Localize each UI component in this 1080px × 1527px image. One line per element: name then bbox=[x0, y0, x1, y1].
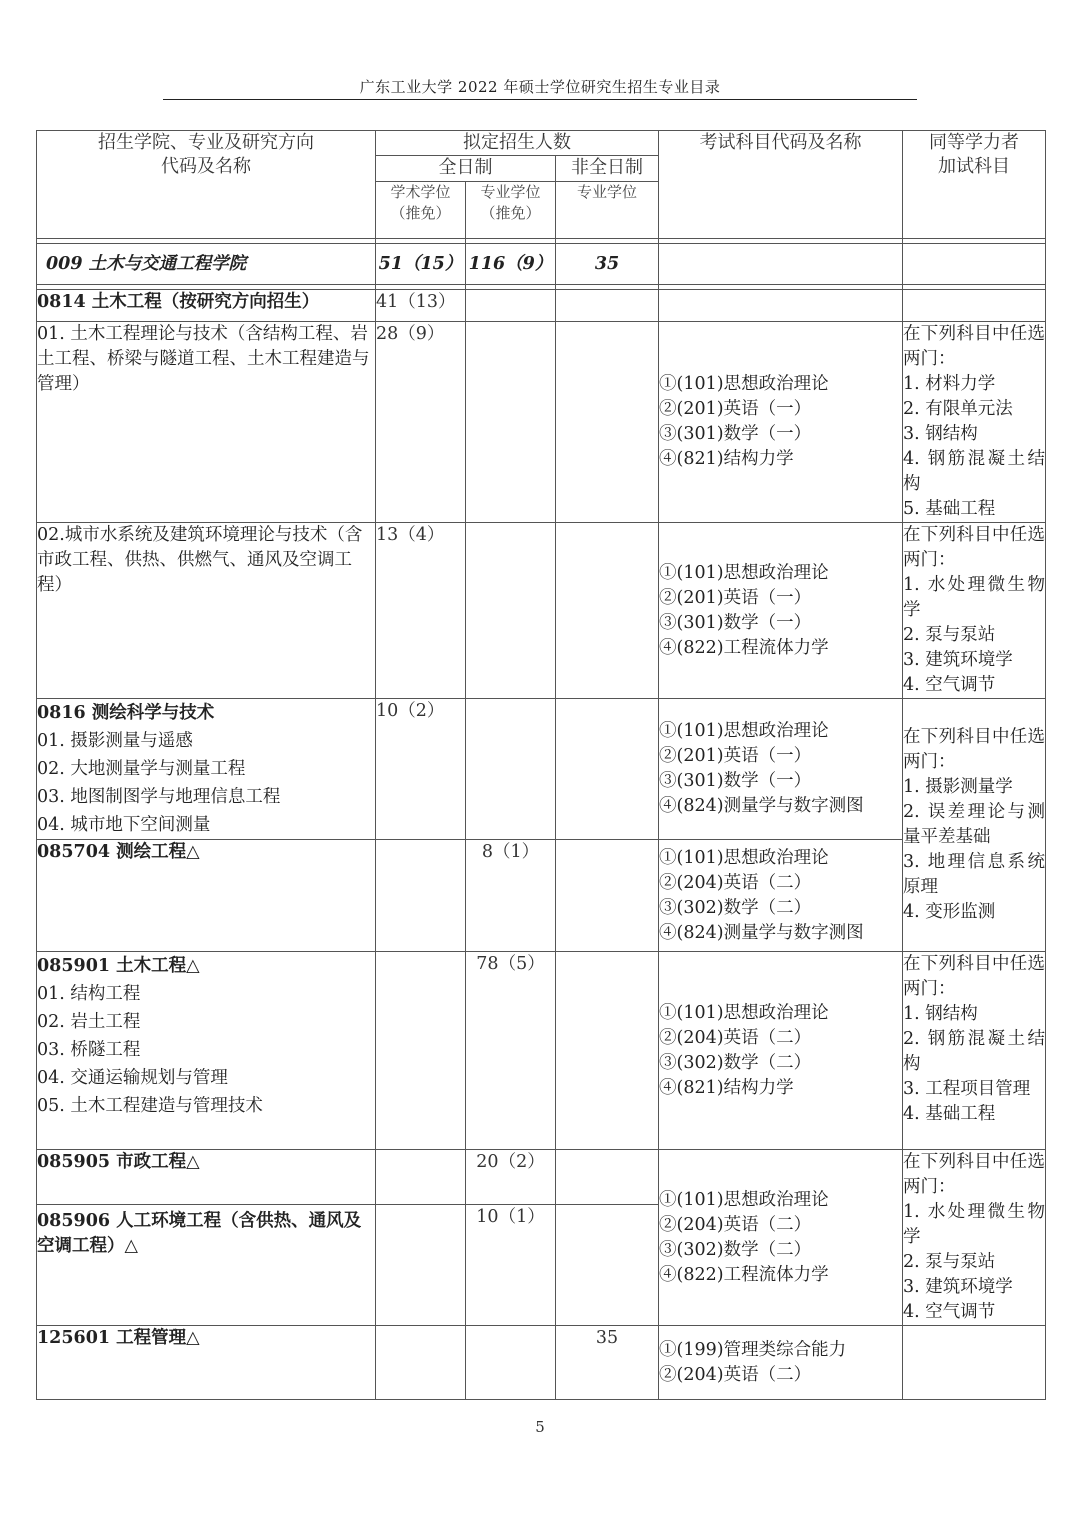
major-name: 085905 市政工程△ bbox=[37, 1150, 376, 1205]
exam-subjects: ①(101)思想政治理论 ②(204)英语（二） ③(302)数学（二） ④(822)工程流体力学 bbox=[659, 1150, 903, 1326]
college-professional: 116（9） bbox=[466, 244, 556, 285]
page-header-title: 广东工业大学 2022 年硕士学位研究生招生专业目录 bbox=[359, 78, 721, 96]
major-name: 0814 土木工程（按研究方向招生） bbox=[37, 290, 376, 322]
major-name: 0816 测绘科学与技术 bbox=[37, 703, 215, 723]
equivalent-subjects: 在下列科目中任选两门： 1. 钢结构 2. 钢筋混凝土结构 3. 工程项目管理 4. 基础工程 bbox=[903, 952, 1046, 1150]
professional-count: 10（1） bbox=[466, 1204, 556, 1325]
exam-subjects: ①(101)思想政治理论 ②(201)英语（一） ③(301)数学（一） ④(824)测量学与数字测图 bbox=[659, 699, 903, 840]
major-name: 085906 人工环境工程（含供热、通风及空调工程）△ bbox=[37, 1204, 376, 1325]
equivalent-subjects: 在下列科目中任选两门： 1. 水处理微生物学 2. 泵与泵站 3. 建筑环境学 4. 空气调节 bbox=[903, 523, 1046, 699]
equivalent-subjects: 在下列科目中任选两门： 1. 摄影测量学 2. 误差理论与测量平差基础 3. 地理信息系统原理 4. 变形监测 bbox=[903, 699, 1046, 952]
college-academic: 51（15） bbox=[376, 244, 466, 285]
header-equiv-col: 同等学力者 加试科目 bbox=[903, 131, 1046, 239]
page-number: 5 bbox=[535, 1418, 545, 1436]
table-row bbox=[37, 290, 1046, 322]
college-part-time: 35 bbox=[556, 244, 659, 285]
exam-subjects: ①(101)思想政治理论 ②(204)英语（二） ③(302)数学（二） ④(824)测量学与数字测图 bbox=[659, 840, 903, 952]
academic-count: 13（4） bbox=[376, 523, 466, 699]
major-block: 0816 测绘科学与技术 01. 摄影测量与遥感 02. 大地测量学与测量工程 03. 地图制图学与地理信息工程 04. 城市地下空间测量 bbox=[37, 699, 376, 840]
header-name-col: 招生学院、专业及研究方向 代码及名称 bbox=[37, 131, 376, 239]
header-enroll-group: 拟定招生人数 bbox=[376, 131, 659, 156]
table-row bbox=[37, 523, 1046, 699]
header-full-time: 全日制 bbox=[376, 156, 556, 182]
direction-name: 02.城市水系统及建筑环境理论与技术（含市政工程、供热、供燃气、通风及空调工程） bbox=[37, 523, 376, 699]
professional-count: 8（1） bbox=[466, 840, 556, 952]
professional-count: 20（2） bbox=[466, 1150, 556, 1205]
table-row bbox=[37, 840, 1046, 952]
table-row bbox=[37, 322, 1046, 523]
major-name: 085901 土木工程△ bbox=[37, 956, 200, 976]
header-part-time: 非全日制 bbox=[556, 156, 659, 182]
table-row bbox=[37, 1326, 1046, 1400]
academic-count: 28（9） bbox=[376, 322, 466, 523]
header-rule bbox=[163, 99, 917, 100]
exam-subjects: ①(199)管理类综合能力 ②(204)英语（二） bbox=[659, 1326, 903, 1400]
table-row bbox=[37, 1150, 1046, 1205]
equivalent-subjects: 在下列科目中任选两门： 1. 材料力学 2. 有限单元法 3. 钢结构 4. 钢筋混凝土结构 5. 基础工程 bbox=[903, 322, 1046, 523]
major-name: 125601 工程管理△ bbox=[37, 1326, 376, 1400]
part-time-count: 35 bbox=[556, 1326, 659, 1400]
table-row bbox=[37, 952, 1046, 1150]
college-row bbox=[37, 244, 1046, 285]
header-exam-col: 考试科目代码及名称 bbox=[659, 131, 903, 239]
table-row bbox=[37, 699, 1046, 840]
professional-count: 78（5） bbox=[466, 952, 556, 1150]
academic-count: 41（13） bbox=[376, 290, 466, 322]
exam-subjects: ①(101)思想政治理论 ②(201)英语（一） ③(301)数学（一） ④(821)结构力学 bbox=[659, 322, 903, 523]
major-block: 085901 土木工程△ 01. 结构工程 02. 岩土工程 03. 桥隧工程 04. 交通运输规划与管理 05. 土木工程建造与管理技术 bbox=[37, 952, 376, 1150]
header-academic: 学术学位 （推免） bbox=[376, 182, 466, 239]
college-name: 009 土木与交通工程学院 bbox=[37, 244, 376, 285]
header-professional: 专业学位 （推免） bbox=[466, 182, 556, 239]
direction-name: 01. 土木工程理论与技术（含结构工程、岩土工程、桥梁与隧道工程、土木工程建造与管理） bbox=[37, 322, 376, 523]
major-name: 085704 测绘工程△ bbox=[37, 840, 376, 952]
academic-count: 10（2） bbox=[376, 699, 466, 840]
enrollment-catalog-table bbox=[36, 130, 1046, 1400]
exam-subjects: ①(101)思想政治理论 ②(201)英语（一） ③(301)数学（一） ④(822)工程流体力学 bbox=[659, 523, 903, 699]
exam-subjects: ①(101)思想政治理论 ②(204)英语（二） ③(302)数学（二） ④(821)结构力学 bbox=[659, 952, 903, 1150]
header-part-professional: 专业学位 bbox=[556, 182, 659, 239]
equivalent-subjects: 在下列科目中任选两门： 1. 水处理微生物学 2. 泵与泵站 3. 建筑环境学 4. 空气调节 bbox=[903, 1150, 1046, 1326]
